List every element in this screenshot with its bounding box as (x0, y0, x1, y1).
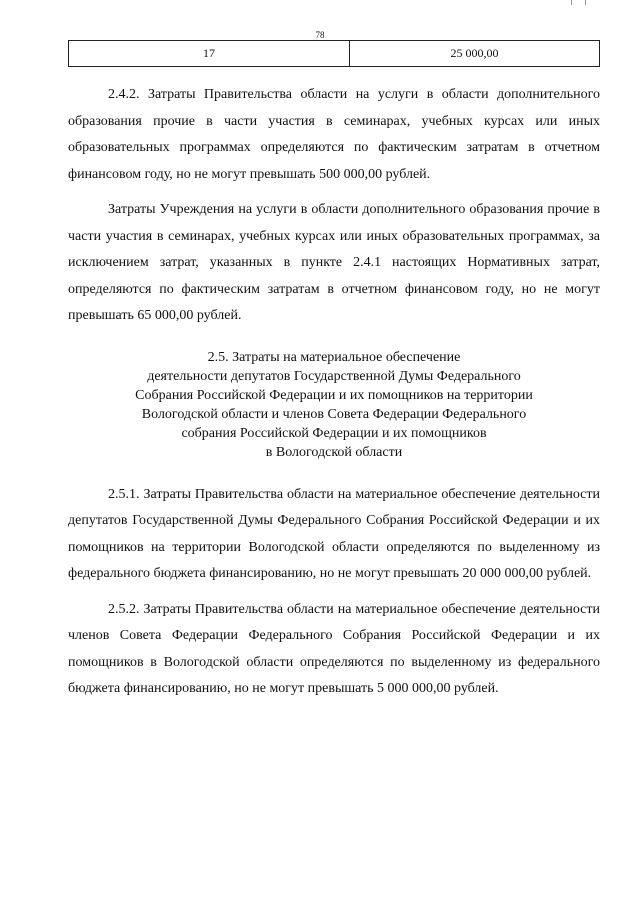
paragraph-2-5-2: 2.5.2. Затраты Правительства области на материальное обеспечение деятельности членов Совета Федерации Федерального Собрания Российской Федерации и их помощников в Вологодской области определяются по выделенному из федерального бюджета финансированию, но не могут превышать 5 000 000,00 рублей. (68, 601, 600, 696)
section-heading-line: в Вологодской области (265, 444, 403, 460)
corner-mark (571, 0, 586, 5)
table-cell-amount: 25 000,00 (450, 46, 499, 60)
table-cell-number: 17 (69, 41, 350, 66)
section-heading-line: 2.5. Затраты на материальное обеспечение (207, 349, 461, 365)
paragraph-2-4-2: 2.4.2. Затраты Правительства области на услуги в области дополнительного образования прочие в части участия в семинарах, учебных курсах или иных образовательных программах определяются по фактическим затратам в отчетном финансовом году, но не могут превышать 500 000,00 рублей. (68, 87, 600, 182)
table-row (68, 40, 600, 67)
section-heading-line: Собрания Российской Федерации и их помощников на территории (135, 387, 533, 403)
page-number: 78 (315, 30, 325, 40)
section-heading-line: Вологодской области и членов Совета Федерации Федерального (141, 406, 527, 422)
document-body (68, 82, 600, 703)
paragraph-2-5-1: 2.5.1. Затраты Правительства области на материальное обеспечение деятельности депутатов Государственной Думы Федерального Собрания Российской Федерации и их помощников на территории Вологодской области определяются по выделенному из федерального бюджета финансированию, но не могут превышать 20 000 000,00 рублей. (68, 486, 600, 581)
section-heading-line: собрания Российской Федерации и их помощников (181, 425, 487, 441)
section-heading-2-5 (68, 348, 600, 462)
section-heading-line: деятельности депутатов Государственной Думы Федерального (147, 368, 521, 384)
paragraph-institution-costs: Затраты Учреждения на услуги в области дополнительного образования прочие в части участия в семинарах, учебных курсах или иных образовательных программах, за исключением затрат, указанных в пункте 2.4.1 настоящих Нормативных затрат, определяются по фактическим затратам в отчетном финансовом году, но не могут превышать 65 000,00 рублей. (68, 202, 600, 323)
